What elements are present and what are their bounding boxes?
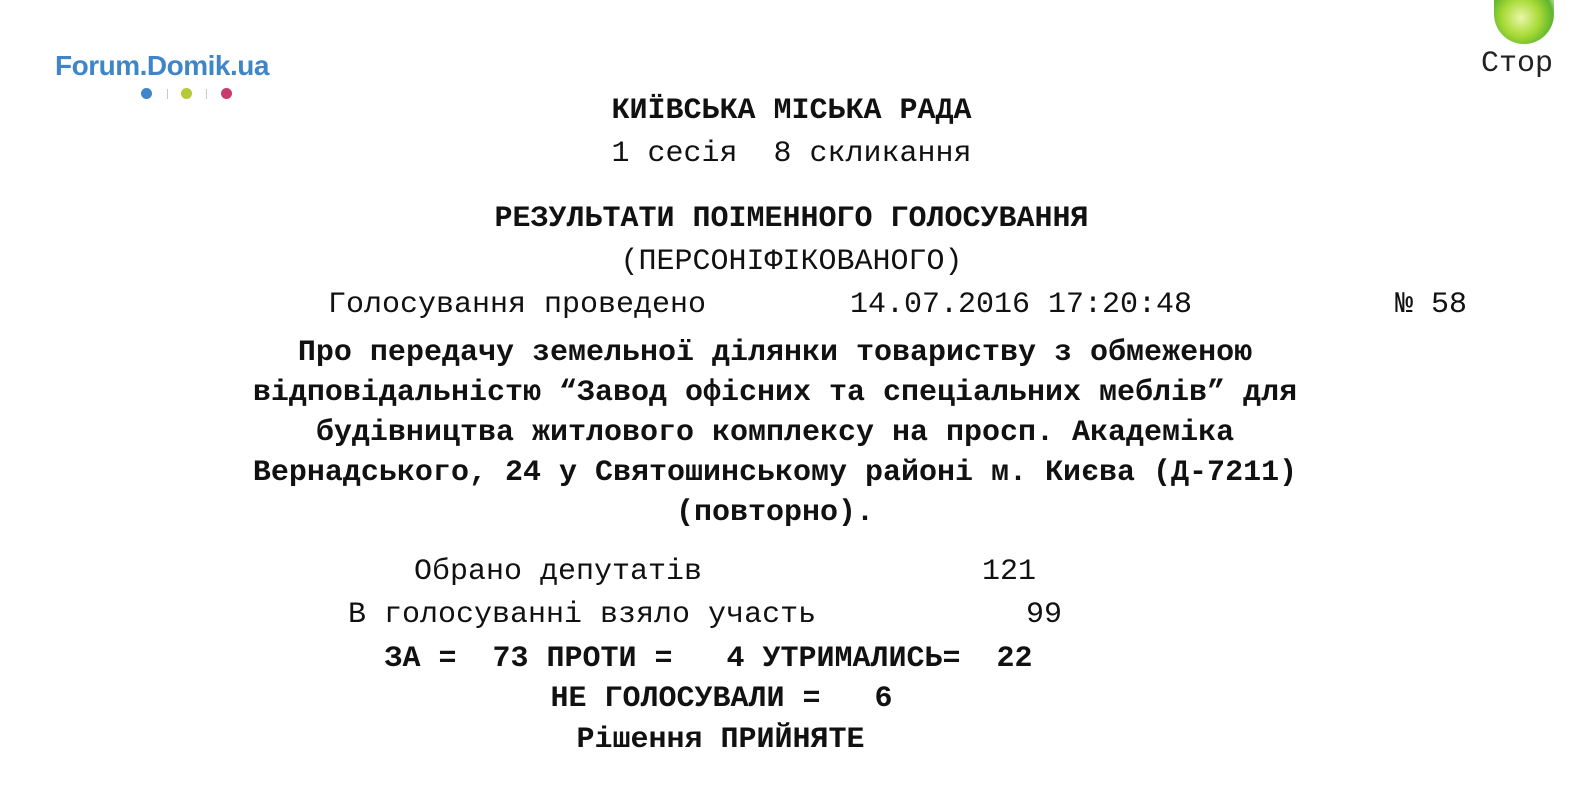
results-subtitle: (ПЕРСОНІФІКОВАНОГО) [620,245,963,279]
participated-label: В голосуванні взяло участь [348,598,817,632]
vote-number: № 58 [1395,288,1468,322]
resolution-title: Про передачу земельної ділянки товариству з обмеженою відповідальністю “Завод офісних та спеціальних меблів” для будівництва житлового комплексу на просп. Академіка Вернадського, 24 у Святошинському районі м. Києва (Д-7211) (повторно). [252,336,1298,530]
elected-value: 121 [982,555,1037,589]
council-name: КИЇВСЬКА МІСЬКА РАДА [611,94,972,128]
vote-held-label: Голосування проведено [328,288,707,322]
session-info: 1 сесія 8 скликання [611,137,972,171]
vote-counts: ЗА = 73 ПРОТИ = 4 УТРИМАЛИСЬ= 22 [384,642,1033,676]
vote-datetime: 14.07.2016 17:20:48 [850,288,1193,322]
results-title: РЕЗУЛЬТАТИ ПОІМЕННОГО ГОЛОСУВАННЯ [494,202,1089,236]
not-voted-count: НЕ ГОЛОСУВАЛИ = 6 [550,682,893,716]
logo-text: Forum.Domik.ua [55,50,269,81]
participated-value: 99 [1026,598,1063,632]
corner-label: Стор [1481,47,1554,81]
corner-green-logo-icon [1494,0,1554,44]
decision-status: Рішення ПРИЙНЯТЕ [576,723,865,757]
elected-label: Обрано депутатів [414,555,703,589]
